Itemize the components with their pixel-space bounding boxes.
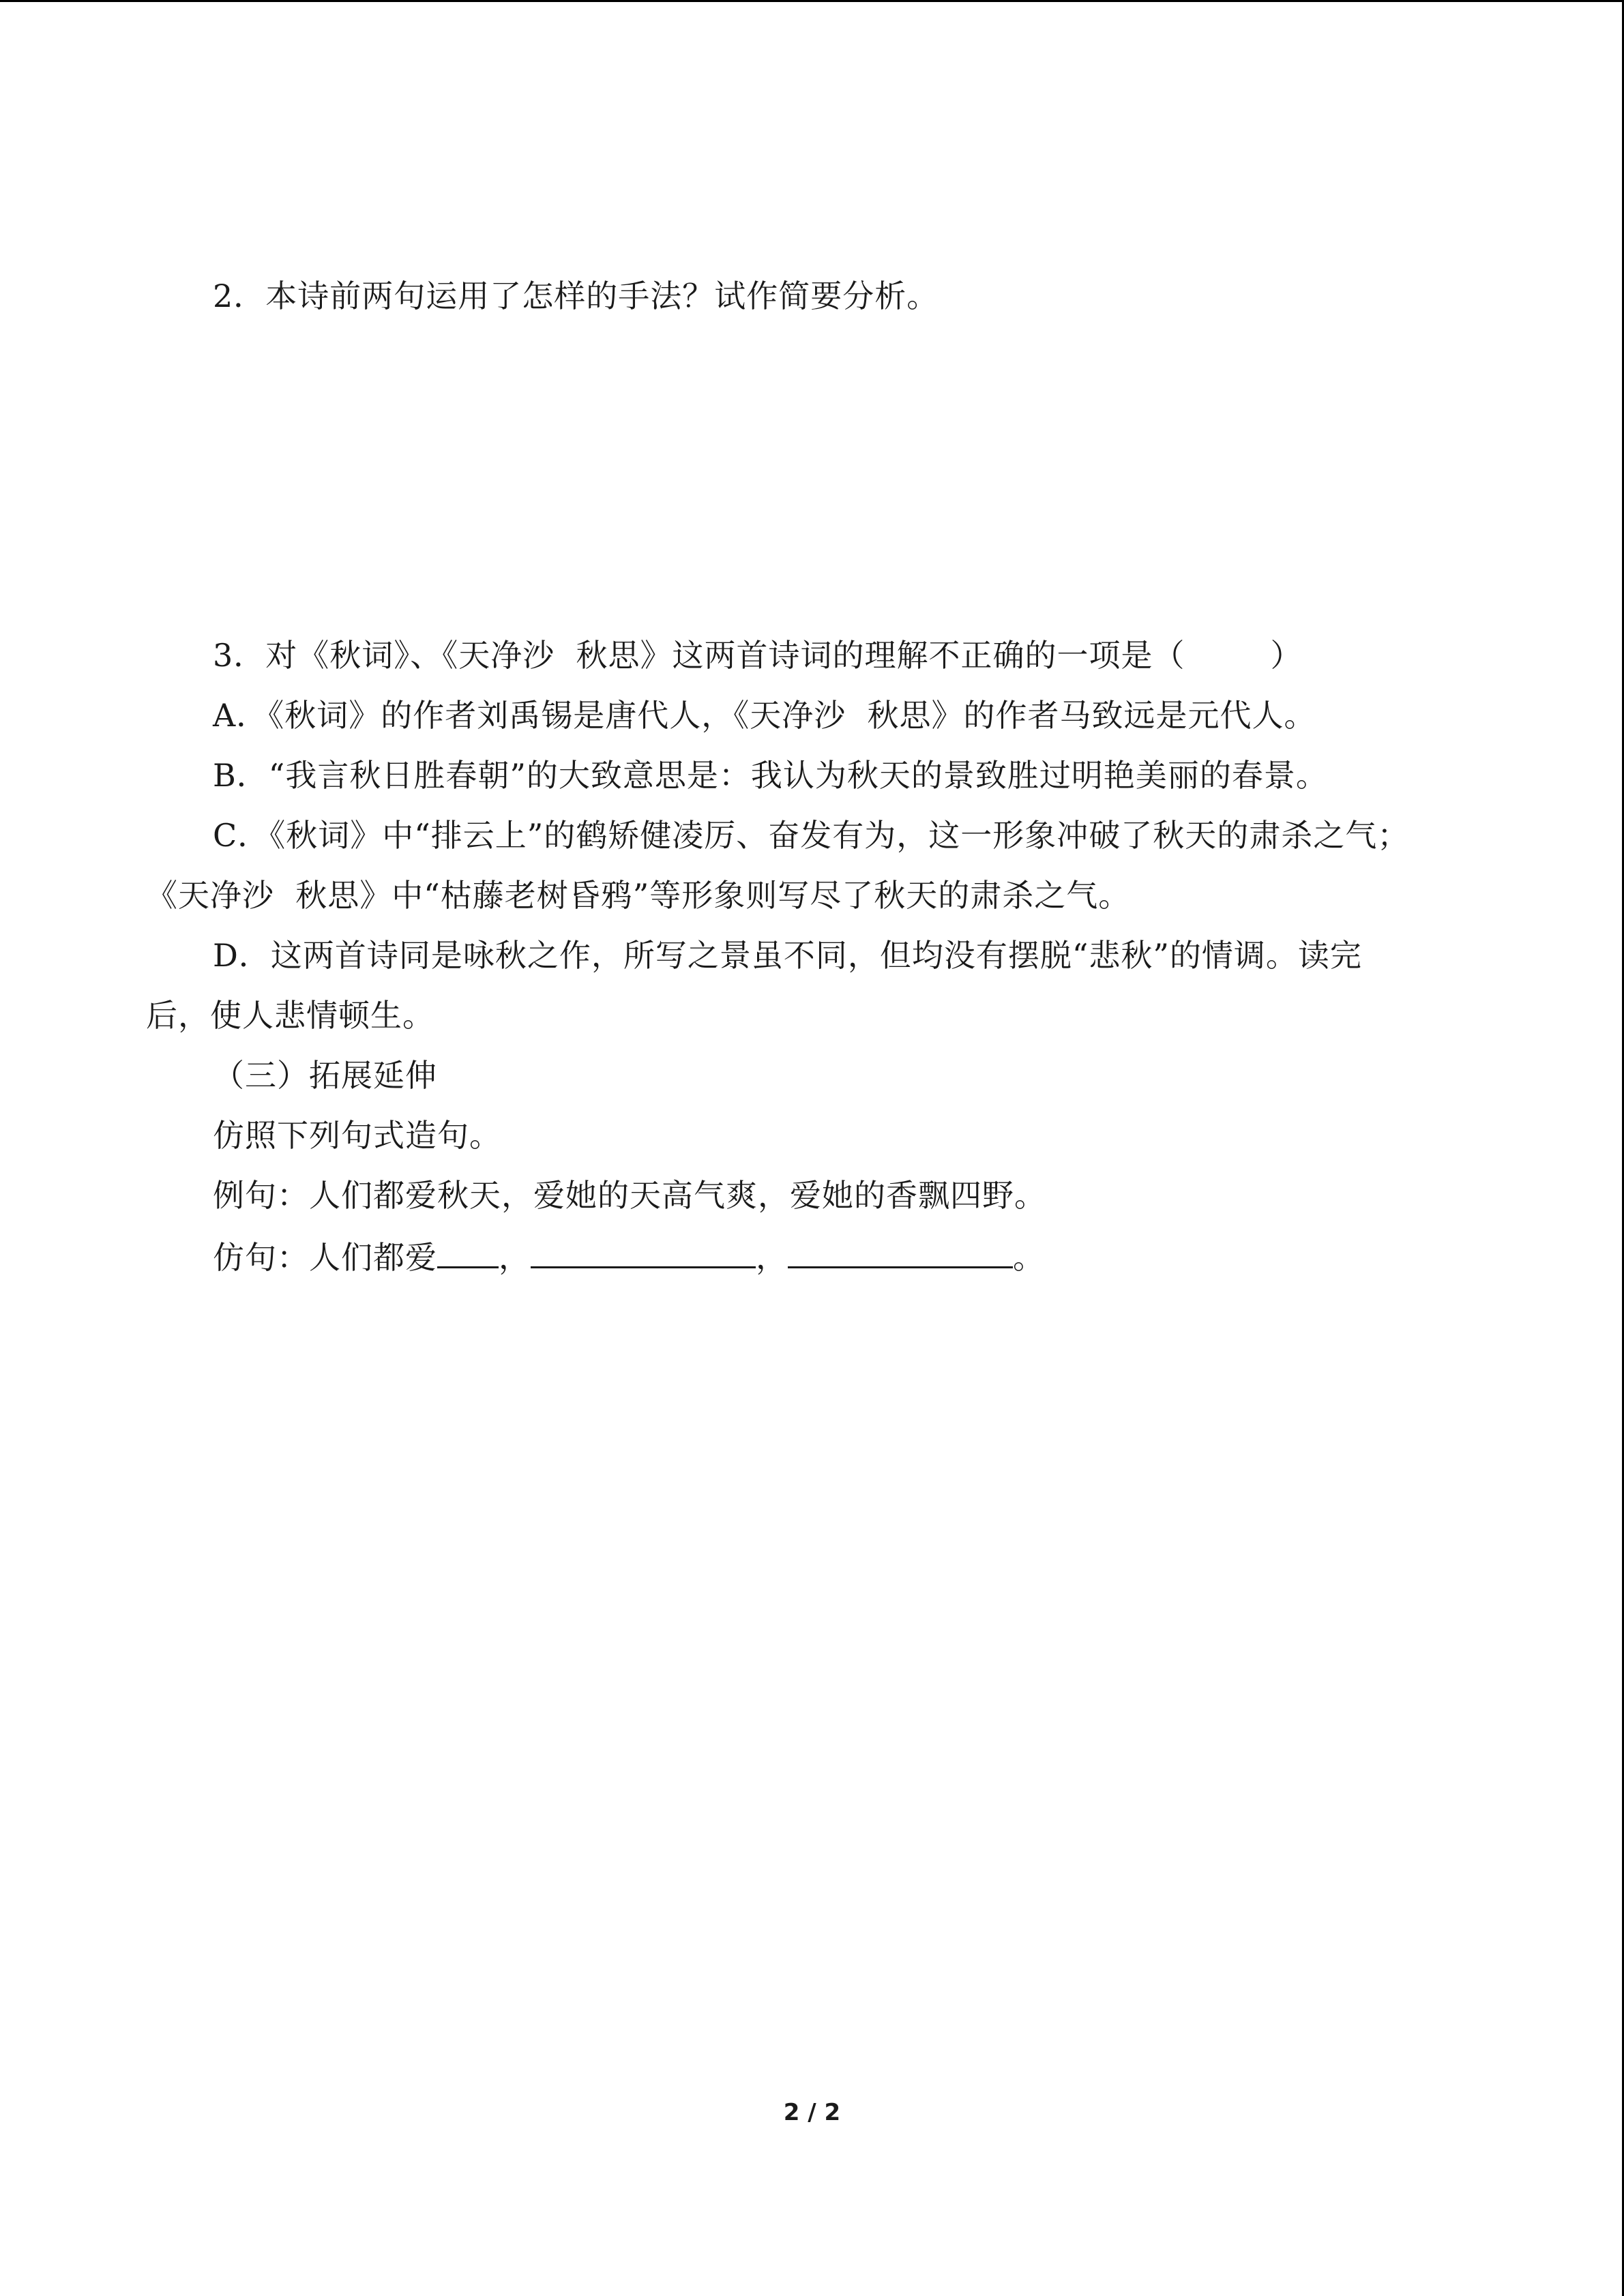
imitation-prefix: 仿句：人们都爱 bbox=[213, 1239, 437, 1276]
section-3-instruction: 仿照下列句式造句。 bbox=[213, 1117, 501, 1154]
section-3-heading: （三）拓展延伸 bbox=[213, 1057, 437, 1094]
question-3-stem: 3．对《秋词》、《天净沙 秋思》这两首诗词的理解不正确的一项是（ ） bbox=[213, 637, 1303, 674]
question-2: 2．本诗前两句运用了怎样的手法？试作简要分析。 bbox=[213, 278, 939, 314]
question-3-option-c-line1: C．《秋词》中“排云上”的鹤矫健凌厉、奋发有为，这一形象冲破了秋天的肃杀之气； bbox=[213, 817, 1410, 854]
answer-blank-2[interactable] bbox=[531, 1235, 756, 1268]
question-3-option-d-line2: 后，使人悲情顿生。 bbox=[146, 997, 434, 1034]
question-3-option-d-line1: D．这两首诗同是咏秋之作，所写之景虽不同，但均没有摆脱“悲秋”的情调。读完 bbox=[213, 937, 1362, 974]
page-number: 2 / 2 bbox=[783, 2099, 841, 2126]
imitation-comma-2: ， bbox=[756, 1239, 788, 1276]
imitation-comma-1: ， bbox=[499, 1239, 531, 1276]
imitation-sentence bbox=[213, 1235, 1045, 1278]
example-sentence: 例句：人们都爱秋天，爱她的天高气爽，爱她的香飘四野。 bbox=[213, 1177, 1046, 1214]
answer-blank-3[interactable] bbox=[788, 1235, 1013, 1268]
question-3-option-c-line2: 《天净沙 秋思》中“枯藤老树昏鸦”等形象则写尽了秋天的肃杀之气。 bbox=[146, 877, 1131, 914]
question-3-option-b: B．“我言秋日胜春朝”的大致意思是：我认为秋天的景致胜过明艳美丽的春景。 bbox=[213, 757, 1328, 794]
imitation-period: 。 bbox=[1013, 1239, 1045, 1276]
question-3-option-a: A．《秋词》的作者刘禹锡是唐代人，《天净沙 秋思》的作者马致远是元代人。 bbox=[213, 697, 1316, 734]
page-top-border bbox=[0, 0, 1624, 2]
answer-blank-1[interactable] bbox=[437, 1235, 499, 1268]
